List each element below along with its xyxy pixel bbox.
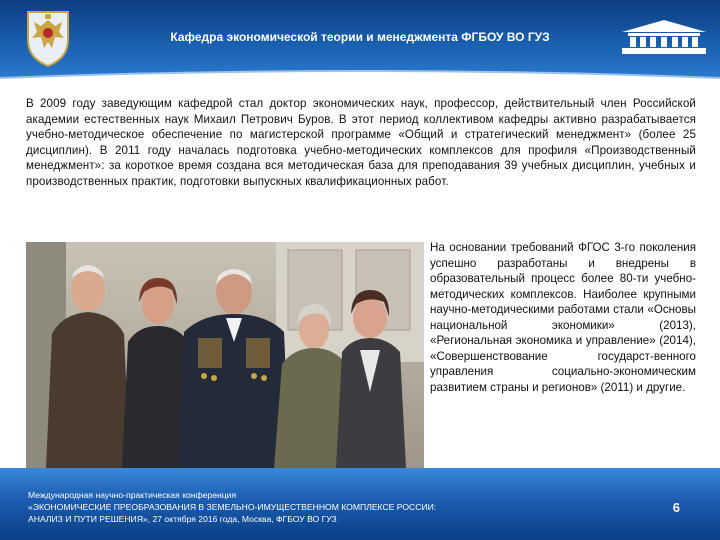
footer-conference-line: Международная научно-практическая конференция — [28, 490, 237, 500]
side-paragraph: На основании требований ФГОС 3-го поколения успешно разработаны и внедрены в образовательный процесс более 80-ти учебно-методических комплексов. Наиболее крупными научно-методическими работами стали «Основы национальной экономики» (2013), «Региональная экономика и управление» (2014), «Совершенствование государст-венного управления социально-экономическим развитием страны и регионов» (2011) и другие. — [430, 241, 696, 394]
group-photo — [26, 242, 424, 468]
footer-date-line: АНАЛИЗ И ПУТИ РЕШЕНИЯ», 27 октября 2016 года, Москва, ФГБОУ ВО ГУЗ — [28, 514, 337, 524]
slide-header — [0, 0, 720, 80]
main-paragraph: В 2009 году заведующим кафедрой стал доктор экономических наук, профессор, действительный член Российской академии естественных наук Михаил Петрович Буров. В этот период коллективом кафедры активно разрабатывается учебно-методическое обеспечение по магистерской программе «Общий и стратегический менеджмент» (более 25 дисциплин). В 2011 году началась подготовка учебно-методических комплексов для профиля «Производственный менеджмент»: за короткое время создана вся методическая база для преподавания 39 учебных дисциплин, учебных и производственных практик, подготовки выпускных квалификационных работ. — [26, 97, 696, 188]
building-icon — [620, 18, 708, 56]
page-number: 6 — [672, 500, 680, 515]
footer-title-line: «ЭКОНОМИЧЕСКИЕ ПРЕОБРАЗОВАНИЯ В ЗЕМЕЛЬНО-ИМУЩЕСТВЕННОМ КОМПЛЕКСЕ РОССИИ: — [28, 502, 437, 512]
header-wave — [0, 60, 720, 86]
page-title: Кафедра экономической теории и менеджмента ФГБОУ ВО ГУЗ — [170, 30, 550, 44]
slide-footer — [0, 468, 720, 540]
